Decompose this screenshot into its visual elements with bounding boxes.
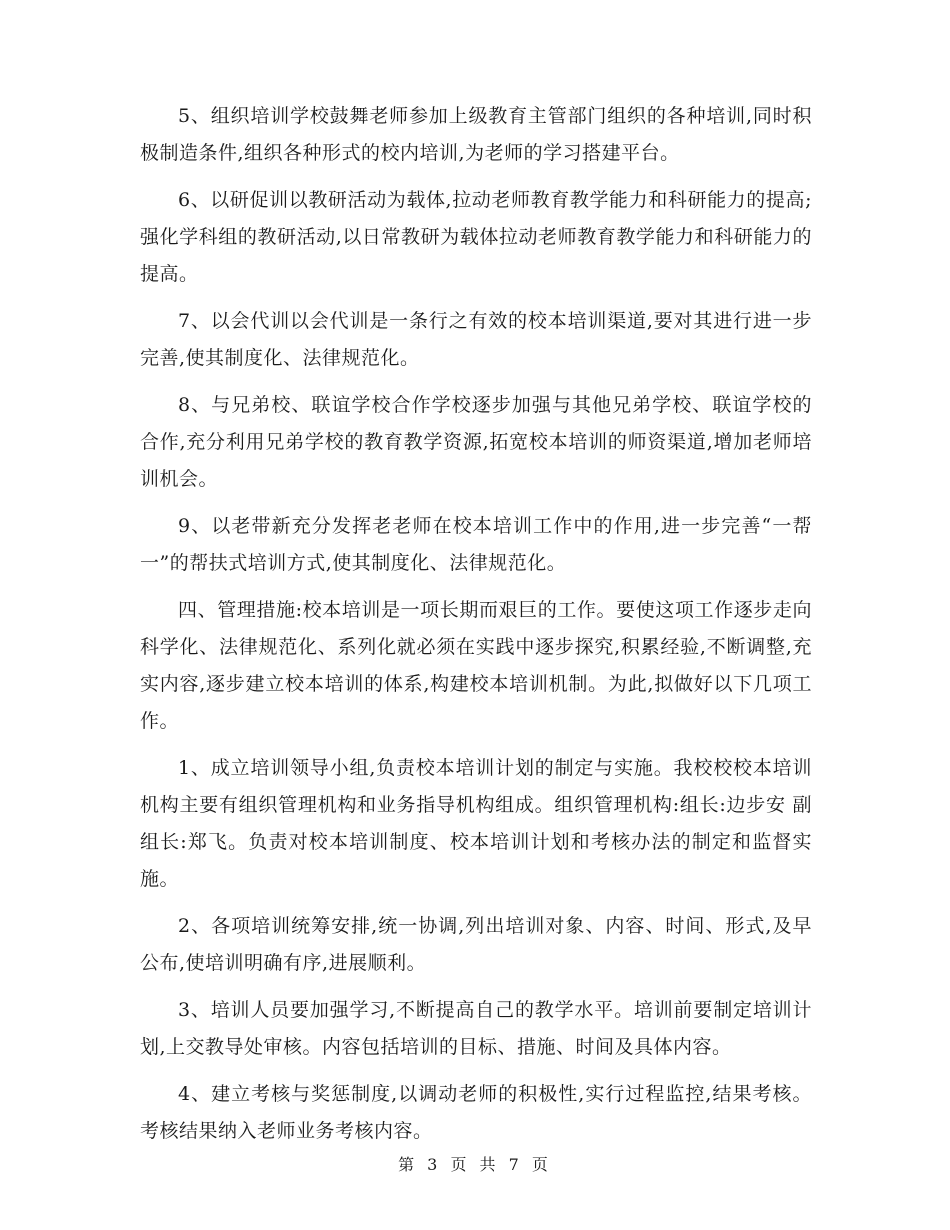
document-body <box>140 98 812 1160</box>
measure-item-2: 2、各项培训统筹安排,统一协调,列出培训对象、内容、时间、形式,及早公布,使培训明确有序,进展顺利。 <box>140 915 812 974</box>
paragraph-item-5: 5、组织培训学校鼓舞老师参加上级教育主管部门组织的各种培训,同时积极制造条件,组织各种形式的校内培训,为老师的学习搭建平台。 <box>140 105 812 164</box>
section-heading-management-measures: 四、管理措施:校本培训是一项长期而艰巨的工作。要使这项工作逐步走向科学化、法律规范化、系列化就必须在实践中逐步探究,积累经验,不断调整,充实内容,逐步建立校本培训的体系,构建校本培训机制。为此,拟做好以下几项工作。 <box>140 599 812 732</box>
paragraph-item-6: 6、以研促训以教研活动为载体,拉动老师教育教学能力和科研能力的提高;强化学科组的教研活动,以日常教研为载体拉动老师教育教学能力和科研能力的提高。 <box>140 189 812 285</box>
paragraph-item-9: 9、以老带新充分发挥老老师在校本培训工作中的作用,进一步完善“一帮一”的帮扶式培训方式,使其制度化、法律规范化。 <box>140 515 812 574</box>
measure-item-4: 4、建立考核与奖惩制度,以调动老师的积极性,实行过程监控,结果考核。考核结果纳入老师业务考核内容。 <box>140 1083 812 1142</box>
measure-item-3: 3、培训人员要加强学习,不断提高自己的教学水平。培训前要制定培训计划,上交教导处审核。内容包括培训的目标、措施、时间及具体内容。 <box>140 999 812 1058</box>
page-number-footer: 第 3 页 共 7 页 <box>398 1155 552 1174</box>
paragraph-item-7: 7、以会代训以会代训是一条行之有效的校本培训渠道,要对其进行进一步完善,使其制度化、法律规范化。 <box>140 310 812 369</box>
measure-item-1: 1、成立培训领导小组,负责校本培训计划的制定与实施。我校校校本培训机构主要有组织管理机构和业务指导机构组成。组织管理机构:组长:边步安 副组长:郑飞。负责对校本培训制度、校本培训计划和考核办法的制定和监督实施。 <box>140 757 812 890</box>
paragraph-item-8: 8、与兄弟校、联谊学校合作学校逐步加强与其他兄弟学校、联谊学校的合作,充分利用兄弟学校的教育教学资源,拓宽校本培训的师资渠道,增加老师培训机会。 <box>140 394 812 490</box>
